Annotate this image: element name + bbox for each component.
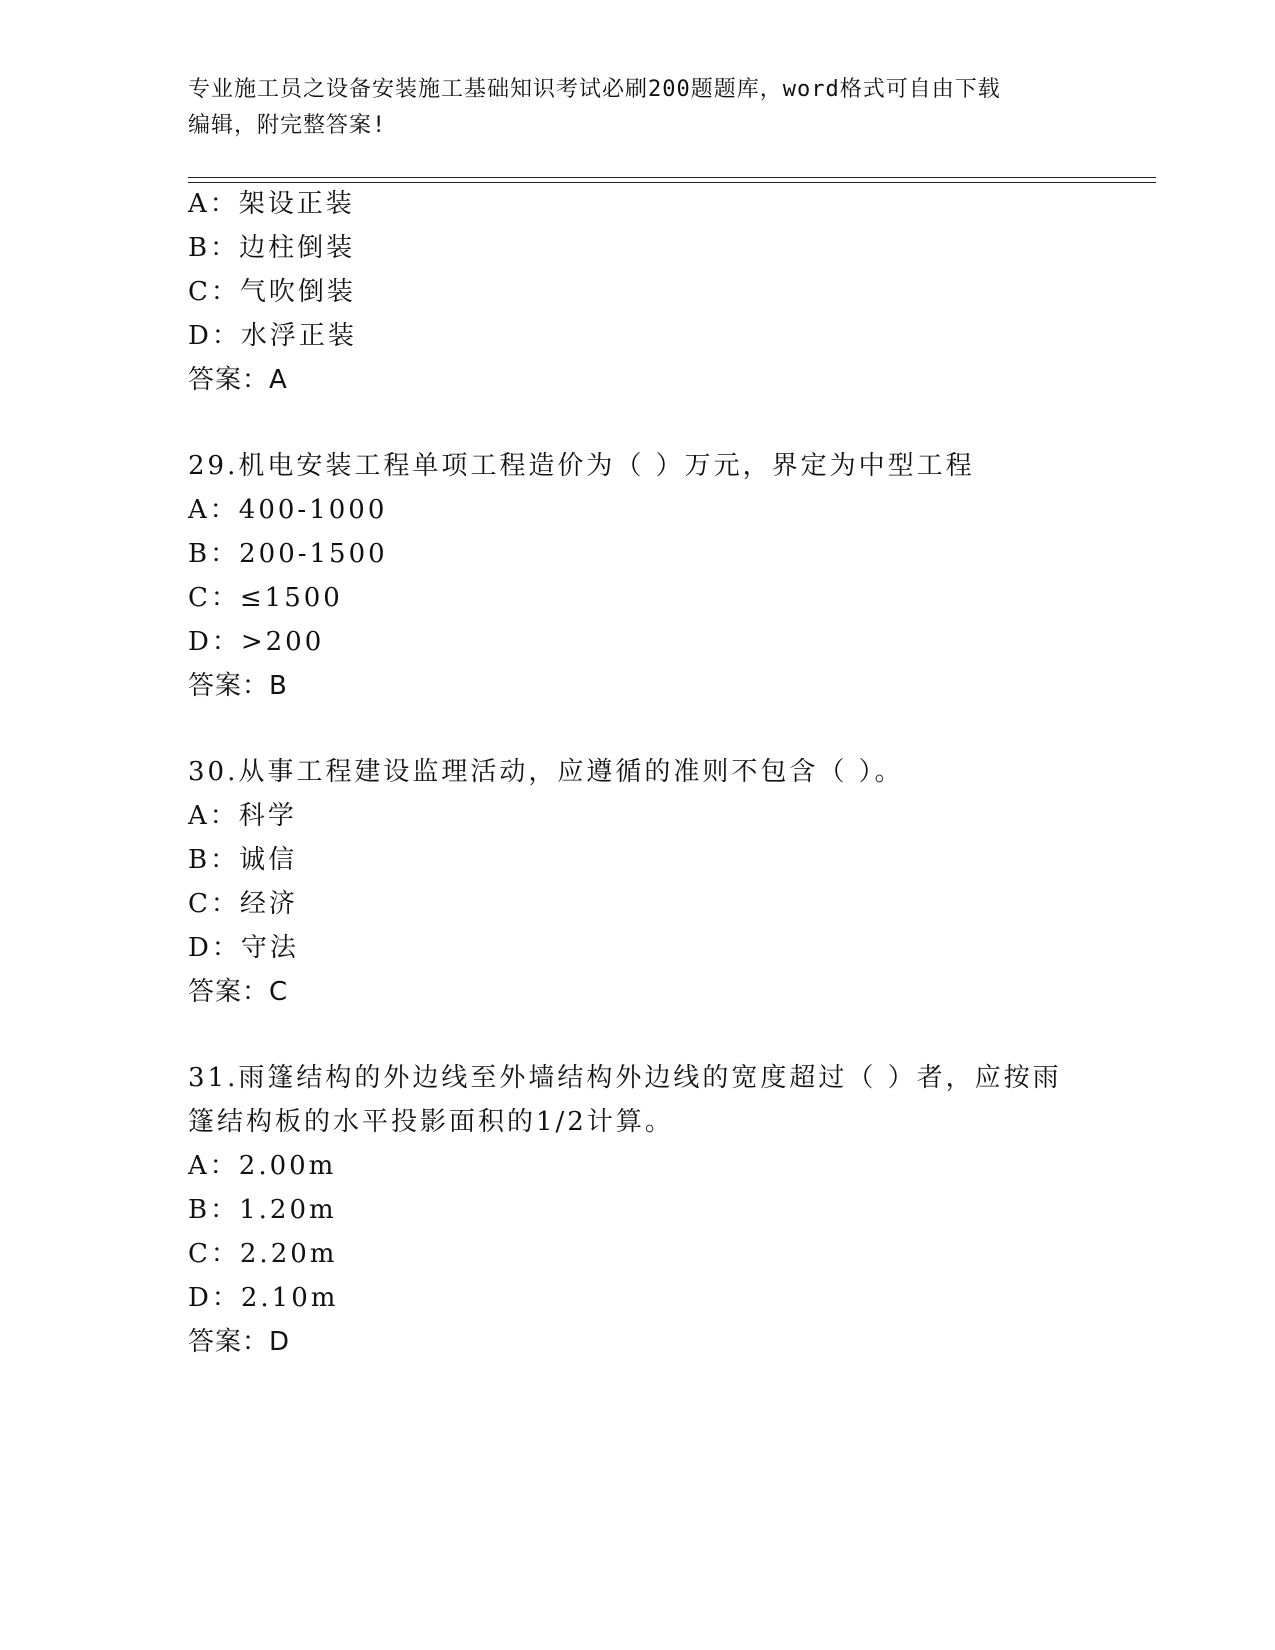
option-c: C：2.20m — [188, 1239, 338, 1269]
option-c: C：气吹倒装 — [188, 277, 356, 307]
option-b: B：200-1500 — [188, 539, 388, 569]
option-a: A：架设正装 — [188, 189, 355, 219]
question-30-stem: 30.从事工程建设监理活动，应遵循的准则不包含（ ）。 — [188, 757, 904, 787]
answer: 答案：A — [188, 365, 288, 395]
option-a: A：400-1000 — [188, 495, 388, 525]
option-d: D：>200 — [188, 627, 325, 657]
header-divider-top — [188, 177, 1156, 178]
option-d: D：水浮正装 — [188, 321, 357, 351]
header-line-1: 专业施工员之设备安装施工基础知识考试必刷200题题库，word格式可自由下载 — [188, 77, 1001, 102]
answer: 答案：D — [188, 1327, 291, 1357]
question-31-stem-line-2: 篷结构板的水平投影面积的1/2计算。 — [188, 1107, 674, 1137]
option-b: B：诚信 — [188, 845, 298, 875]
header-line-2: 编辑，附完整答案! — [188, 113, 387, 138]
option-d: D：2.10m — [188, 1283, 339, 1313]
document-header — [188, 72, 1078, 144]
option-b: B：边柱倒装 — [188, 233, 356, 263]
option-c: C：经济 — [188, 889, 298, 919]
question-29-stem: 29.机电安装工程单项工程造价为（ ）万元，界定为中型工程 — [188, 451, 975, 481]
answer: 答案：C — [188, 977, 289, 1007]
answer: 答案：B — [188, 671, 288, 701]
option-a: A：科学 — [188, 801, 297, 831]
option-c: C：≤1500 — [188, 583, 343, 613]
option-b: B：1.20m — [188, 1195, 337, 1225]
question-31-stem-line-1: 31.雨篷结构的外边线至外墙结构外边线的宽度超过（ ）者，应按雨 — [188, 1063, 1062, 1093]
header-divider-bottom — [188, 182, 1156, 183]
option-d: D：守法 — [188, 933, 299, 963]
option-a: A：2.00m — [188, 1151, 337, 1181]
